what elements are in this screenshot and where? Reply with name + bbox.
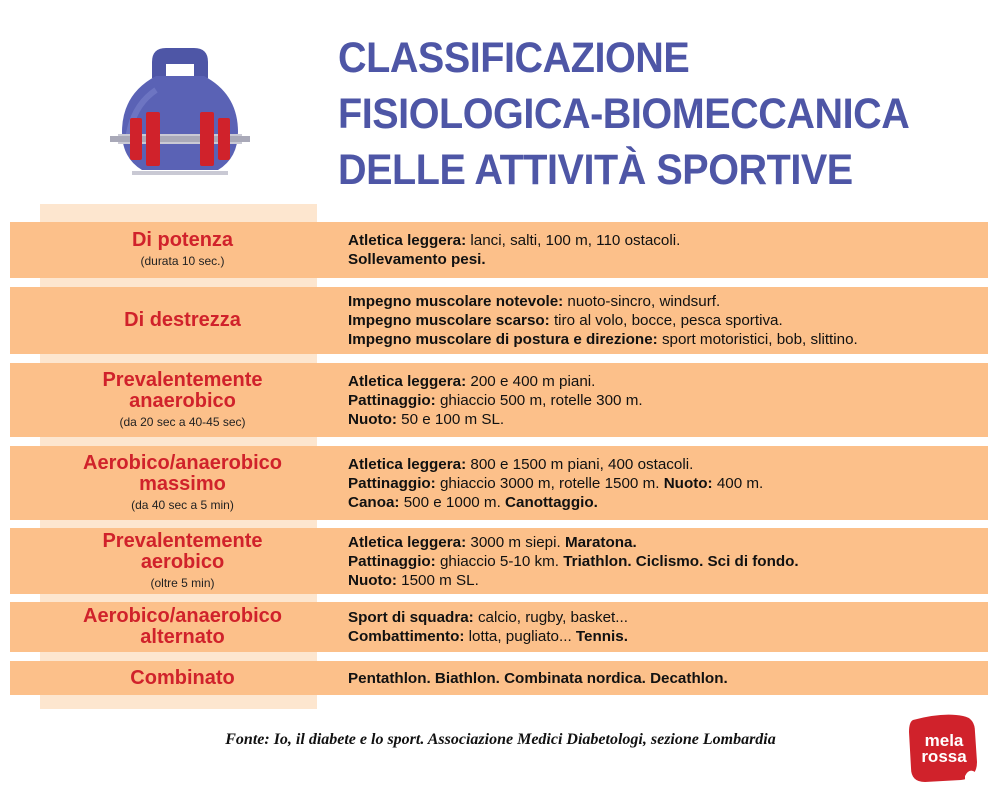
- description-line: [348, 391, 982, 410]
- description-line: [348, 231, 982, 250]
- category-cell: [40, 446, 325, 520]
- description-line: [348, 533, 982, 552]
- title-line: DELLE ATTIVITÀ SPORTIVE: [338, 146, 853, 194]
- description-line: [348, 250, 982, 269]
- category-duration: (oltre 5 min): [150, 575, 215, 590]
- sport-label: Atletica leggera:: [348, 455, 467, 473]
- sport-label: Combattimento:: [348, 628, 465, 645]
- sport-label: Atletica leggera:: [348, 232, 467, 249]
- description-line: [348, 552, 982, 571]
- category-duration: (durata 10 sec.): [140, 254, 225, 268]
- sport-detail: tiro al volo, bocce, pesca sportiva.: [549, 312, 783, 329]
- category-duration: (da 20 sec a 40-45 sec): [119, 414, 246, 429]
- table-row: [10, 528, 988, 594]
- sports-description: [348, 222, 982, 278]
- table-row: [10, 446, 988, 520]
- category-name: Prevalentemente aerobico: [102, 529, 263, 573]
- brand-name-bottom: rossa: [921, 747, 967, 766]
- sport-detail: 200 e 400 m piani.: [466, 372, 596, 390]
- brand-logo: [905, 712, 983, 784]
- source-footer: Fonte: Io, il diabete e lo sport. Associazione Medici Diabetologi, sezione Lombardia: [225, 731, 776, 748]
- table-row: [10, 222, 988, 278]
- description-line: [348, 455, 982, 474]
- sport-label: Pentathlon. Biathlon. Combinata nordica. Decathlon.: [348, 669, 728, 687]
- category-duration: (da 40 sec a 5 min): [131, 497, 234, 512]
- sports-description: [348, 363, 982, 437]
- sport-label: Impegno muscolare scarso:: [348, 312, 550, 329]
- description-line: [348, 372, 982, 391]
- category-name: Aerobico/anaerobico alternato: [83, 605, 282, 648]
- sports-description: [348, 287, 982, 354]
- sport-detail: 800 e 1500 m piani, 400 ostacoli.: [466, 455, 694, 473]
- category-cell: [40, 222, 325, 278]
- description-line: [348, 493, 982, 512]
- sport-detail: calcio, rugby, basket...: [473, 609, 628, 626]
- category-cell: [40, 661, 325, 695]
- sport-detail: lotta, pugliato...: [464, 628, 576, 645]
- table-row: [10, 287, 988, 354]
- sport-label: Tennis.: [575, 628, 628, 645]
- sport-detail: ghiaccio 3000 m, rotelle 1500 m.: [435, 474, 664, 492]
- brand-name-top: mela: [924, 731, 964, 750]
- sport-label: Pattinaggio:: [348, 391, 436, 409]
- title-line: CLASSIFICAZIONE: [338, 34, 690, 82]
- category-cell: [40, 363, 325, 437]
- description-line: [348, 330, 982, 349]
- sport-label: Impegno muscolare di postura e direzione:: [348, 331, 658, 348]
- sport-label: Sollevamento pesi.: [348, 251, 486, 268]
- table-row: [10, 602, 988, 652]
- sport-label: Nuoto:: [348, 410, 397, 428]
- category-cell: [40, 602, 325, 652]
- description-line: [348, 474, 982, 493]
- description-line: [348, 571, 982, 590]
- sport-label: Canottaggio.: [505, 493, 598, 511]
- sports-description: [348, 661, 982, 695]
- page-title: [338, 30, 936, 198]
- description-line: [348, 627, 982, 646]
- sport-detail: sport motoristici, bob, slittino.: [657, 331, 858, 348]
- sport-label: Maratona.: [564, 533, 637, 551]
- sport-detail: ghiaccio 5-10 km.: [435, 552, 564, 570]
- sport-label: Nuoto:: [663, 474, 713, 492]
- sport-detail: 500 e 1000 m.: [399, 493, 506, 511]
- table-row: [10, 661, 988, 695]
- category-name: Di destrezza: [124, 309, 241, 331]
- sport-label: Atletica leggera:: [348, 533, 467, 551]
- sport-detail: 50 e 100 m SL.: [396, 410, 505, 428]
- description-line: [348, 669, 982, 688]
- sport-detail: 1500 m SL.: [396, 571, 479, 589]
- category-name: Combinato: [130, 666, 235, 689]
- sport-detail: lanci, salti, 100 m, 110 ostacoli.: [466, 232, 681, 249]
- sport-detail: nuoto-sincro, windsurf.: [563, 293, 721, 310]
- sport-label: Impegno muscolare notevole:: [348, 293, 564, 310]
- kettlebell-dumbbell-icon: [110, 40, 250, 180]
- category-cell: [40, 528, 325, 594]
- category-cell: [40, 287, 325, 354]
- sports-description: [348, 602, 982, 652]
- sport-detail: 400 m.: [712, 474, 764, 492]
- sport-label: Nuoto:: [348, 571, 397, 589]
- category-name: Aerobico/anaerobico massimo: [83, 451, 282, 495]
- table-row: [10, 363, 988, 437]
- description-line: [348, 608, 982, 627]
- sport-detail: ghiaccio 500 m, rotelle 300 m.: [435, 391, 643, 409]
- sport-label: Pattinaggio:: [348, 552, 436, 570]
- sport-label: Atletica leggera:: [348, 372, 467, 390]
- category-name: Prevalentemente anaerobico: [102, 368, 263, 412]
- sport-label: Sport di squadra:: [348, 609, 474, 626]
- description-line: [348, 311, 982, 330]
- sports-description: [348, 446, 982, 520]
- sport-label: Triathlon. Ciclismo. Sci di fondo.: [563, 552, 799, 570]
- category-name: Di potenza: [131, 229, 234, 251]
- title-line: FISIOLOGICA-BIOMECCANICA: [338, 90, 910, 138]
- sports-description: [348, 528, 982, 594]
- sport-label: Pattinaggio:: [348, 474, 436, 492]
- sport-detail: 3000 m siepi.: [466, 533, 565, 551]
- description-line: [348, 410, 982, 429]
- description-line: [348, 292, 982, 311]
- sport-label: Canoa:: [348, 493, 400, 511]
